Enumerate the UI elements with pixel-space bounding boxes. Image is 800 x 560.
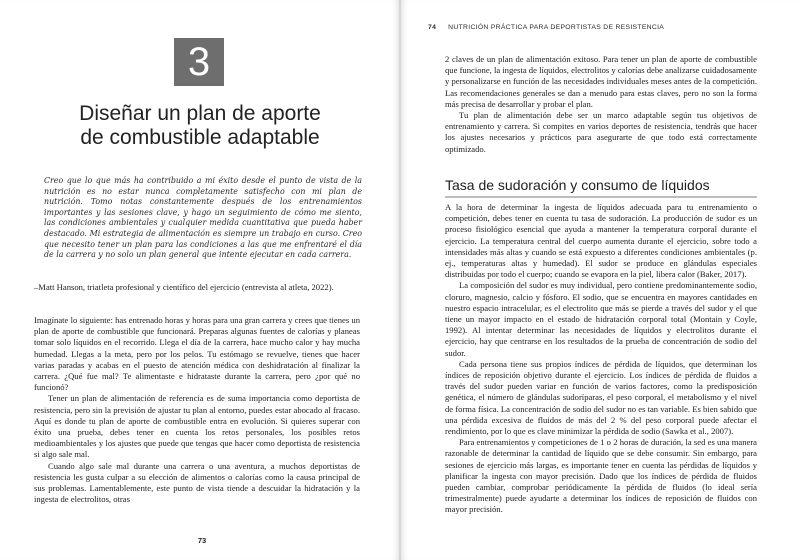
body-paragraph: Cuando algo sale mal durante una carrera o una aventura, a muchos deportistas de resistencia les gusta culpar a su elección de alimentos o calorías como la causa principal de sus problemas. Lamentablemente, este punto de vista tiende a descuidar la hidratación y la ingesta de electrolitos, otras <box>34 460 360 505</box>
left-page-number: 73 <box>197 536 207 545</box>
body-paragraph: 2 claves de un plan de alimentación exitoso. Para tener un plan de aporte de combustible que funcione, la ingesta de líquidos, electrolitos y calorías debe analizarse cuidadosamente y personalizarse en función de las necesidades individuales meses antes de la competición. Las recomendaciones generales se dan a menudo para estas claves, pero no son la forma más precisa de desarrollar y probar el plan. <box>445 54 757 109</box>
left-body-text <box>34 315 360 505</box>
epigraph-attribution: –Matt Hanson, triatleta profesional y científico del ejercicio (entrevista al atleta, 2022). <box>34 282 334 292</box>
running-head <box>428 24 758 31</box>
running-head-title: NUTRICIÓN PRÁCTICA PARA DEPORTISTAS DE RESISTENCIA <box>448 24 665 31</box>
body-paragraph: Tener un plan de alimentación de referencia es de suma importancia como deportista de resistencia, pero sin la previsión de ajustar tu plan al entorno, puedes estar abocado al fracaso. Aquí es donde tu plan de aporte de combustible entra en evolución. Si quieres superar con éxito una prueba, debes tener en cuenta los retos personales, los posibles retos medioambientales y los ajustes que puede que tengas que hacer como deportista de resistencia si algo sale mal. <box>34 393 360 460</box>
right-body-text-top <box>445 54 757 155</box>
chapter-number-box <box>174 38 224 86</box>
body-paragraph: Cada persona tiene sus propios índices de pérdida de líquidos, que determinan los índices de reposición objetivo durante el ejercicio. Los índices de pérdida de fluidos a través del sudor pueden variar en función de varios factores, como la predisposición genética, el número de glándulas sudoríparas, el peso corporal, el metabolismo y el nivel de forma física. La concentración de sodio del sudor no es tan variable. Es bien sabido que una pérdida excesiva de fluidos de más del 2 % del peso corporal puede afectar el rendimiento, por lo que es clave minimizar la pérdida de sodio (Sawka et al., 2007). <box>445 358 757 437</box>
body-paragraph: A la hora de determinar la ingesta de líquidos adecuada para tu entrenamiento o competición, debes tener en cuenta tu tasa de sudoración. La producción de sudor es un proceso fisiológico esencial que ayuda a mantener la temperatura corporal durante el ejercicio. La temperatura central del cuerpo aumenta durante el ejercicio, sobre todo a intensidades más altas y cuando se está expuesto a diferentes condiciones ambientales (p. ej., temperaturas altas y humedad). El sudor se produce en glándulas especiales distribuidas por todo el cuerpo; cuando se evapora en la piel, libera calor (Baker, 2017). <box>445 202 757 280</box>
left-page <box>0 0 399 560</box>
right-page-number: 74 <box>428 24 437 31</box>
epigraph-quote: Creo que lo que más ha contribuido a mi éxito desde el punto de vista de la nutrición es no estar nunca completamente satisfecho con mi plan de nutrición. Tomo notas constantemente después de los entrenamientos importantes y las sesiones clave, y hago un seguimiento de cómo me siento, las condiciones ambientales y cualquier medida cuantitativa que pueda haber destacado. Mi estrategia de alimentación es siempre un trabajo en curso. Creo que necesito tener un plan para las condiciones a las que me enfrentaré el día de la carrera y no solo un plan general que intente ejecutar en cada carrera. <box>44 176 362 260</box>
body-paragraph: Imagínate lo siguiente: has entrenado horas y horas para una gran carrera y crees que tienes un plan de aporte de combustible que funcionará. Preparas algunas fuentes de calorías y planeas tomar solo líquidos en el recorrido. Llega el día de la carrera, hace mucho calor y hay mucha humedad. Llegas a la meta, pero por los pelos. Tu estómago se revuelve, tienes que hacer varias paradas y acabas en el puesto de atención médica con deshidratación al finalizar la carrera. ¿Qué fue mal? Te alimentaste e hidrataste durante la carrera, pero ¿por qué no funcionó? <box>34 315 360 393</box>
chapter-title <box>40 102 360 150</box>
chapter-number: 3 <box>187 39 211 84</box>
chapter-title-line: de combustible adaptable <box>80 126 320 149</box>
right-body-text-section <box>445 202 757 516</box>
section-heading: Tasa de sudoración y consumo de líquidos <box>445 176 757 198</box>
body-paragraph: Para entrenamientos y competiciones de 1 o 2 horas de duración, la sed es una manera razonable de determinar la cantidad de líquido que se debe consumir. Sin embargo, para sesiones de ejercicio más largas, es importante tener en cuenta las pérdidas de líquidos y planificar la ingesta con mayor precisión. Dado que los índices de pérdida de fluidos pueden cambiar, comprobar periódicamente la pérdida de fluidos (lo ideal sería trimestralmente) puede ayudarte a determinar los índices de reposición de fluidos con mayor precisión. <box>445 437 757 515</box>
body-paragraph: Tu plan de alimentación debe ser un marco adaptable según tus objetivos de entrenamiento y carrera. Si compites en varios deportes de resistencia, tendrás que hacer los ajustes necesarios y prácticos para asegurarte de que todo está correctamente optimizado. <box>445 110 757 154</box>
chapter-title-line: Diseñar un plan de aporte <box>79 102 321 125</box>
body-paragraph: La composición del sudor es muy individual, pero contiene predominantemente sodio, cloruro, magnesio, calcio y fósforo. El sodio, que se encuentra en mayores cantidades en nuestro espacio intracelular, es el electrolito que más se pierde a través del sudor y el que tiene un mayor impacto en el estado de hidratación corporal total (Montain y Coyle, 1992). Al intentar determinar las necesidades de líquidos y electrolitos durante el ejercicio, hay que centrarse en los resultados de la prueba de concentración de sodio del sudor. <box>445 280 757 358</box>
